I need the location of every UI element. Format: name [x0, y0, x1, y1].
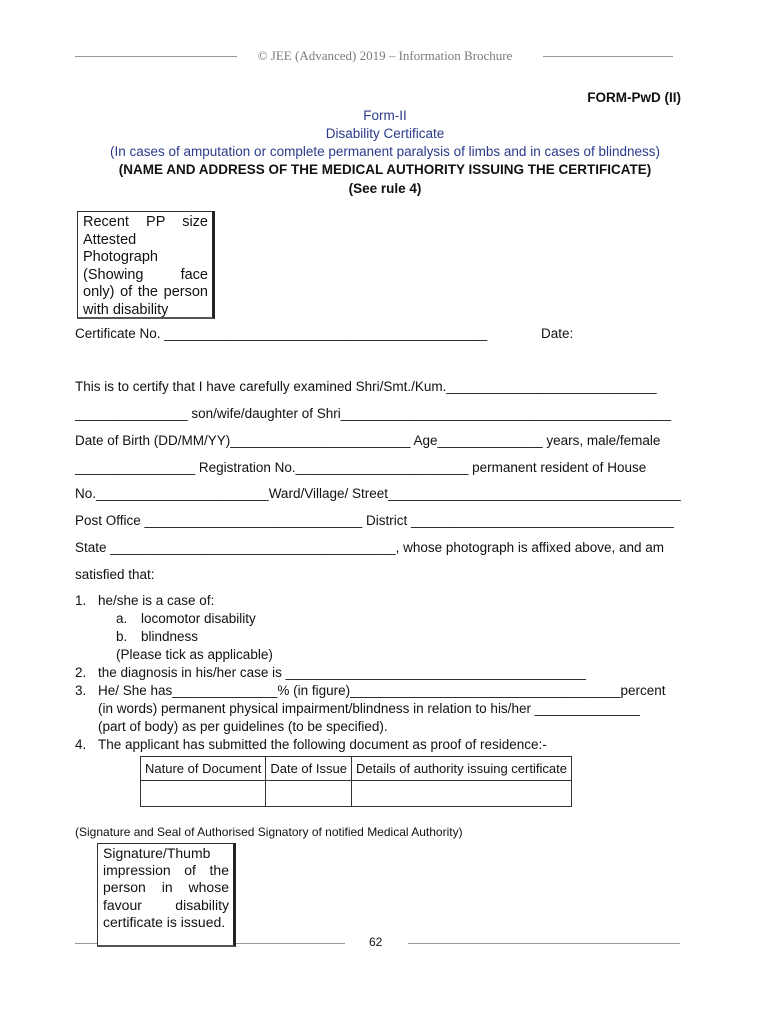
body-line: Post Office _____________________________ District ___________________________________ [75, 513, 674, 528]
body-line: Date of Birth (DD/MM/YY)________________________ Age______________ years, male/female [75, 433, 661, 448]
list-item [75, 682, 695, 736]
item-text: the diagnosis in his/her case is ________________________________________ [98, 665, 586, 680]
form-number: Form-II [363, 108, 407, 123]
item-text: he/she is a case of: [98, 593, 215, 608]
certificate-number-field: Certificate No. ___________________________________________ [75, 326, 488, 341]
footer-rule-right [408, 943, 680, 944]
photo-placeholder-box: Recent PP size Attested Photograph (Showing face only) of the person with disability [77, 211, 215, 319]
item-number: 4. [75, 737, 87, 752]
date-label: Date: [541, 326, 574, 341]
page-number: 62 [369, 935, 383, 949]
body-line: This is to certify that I have carefully examined Shri/Smt./Kum.____________________________ [75, 379, 657, 394]
table-cell[interactable] [351, 781, 571, 807]
sub-item-letter: b. [116, 629, 128, 644]
item-continuation: (in words) permanent physical impairment/blindness in relation to his/her ______________ [98, 701, 640, 716]
column-header: Date of Issue [266, 757, 352, 781]
item-text: The applicant has submitted the following document as proof of residence:- [98, 737, 547, 752]
header-rule-right [543, 56, 673, 57]
sub-list [98, 610, 695, 646]
residence-document-table [140, 756, 572, 807]
item-number: 2. [75, 665, 87, 680]
item-text: He/ She has______________% (in figure)____________________________________percent [98, 683, 666, 698]
item-number: 3. [75, 683, 87, 698]
table-cell[interactable] [141, 781, 266, 807]
body-line: ________________ Registration No._______________________ permanent resident of House [75, 460, 647, 475]
certificate-title: Disability Certificate [325, 126, 445, 141]
conditions-list [75, 592, 695, 754]
column-header: Details of authority issuing certificate [351, 757, 571, 781]
body-line: State ______________________________________, whose photograph is affixed above, and am [75, 540, 665, 555]
table-cell[interactable] [266, 781, 352, 807]
applicability-note: (In cases of amputation or complete permanent paralysis of limbs and in cases of blindness) [109, 144, 661, 159]
body-line: satisfied that: [75, 567, 155, 582]
rule-reference: (See rule 4) [348, 181, 422, 196]
sub-item-text: locomotor disability [141, 611, 256, 626]
list-item [75, 664, 695, 682]
signature-thumb-box: Signature/Thumb impression of the person in whose favour disability certificate is issued. [97, 843, 236, 947]
sub-list-item [98, 628, 695, 646]
signature-caption: (Signature and Seal of Authorised Signatory of notified Medical Authority) [75, 825, 463, 839]
brochure-header: © JEE (Advanced) 2019 – Information Brochure [257, 48, 513, 63]
sub-item-letter: a. [116, 611, 128, 626]
list-item [75, 592, 695, 664]
authority-heading: (NAME AND ADDRESS OF THE MEDICAL AUTHORITY ISSUING THE CERTIFICATE) [118, 162, 652, 177]
table-row [141, 781, 572, 807]
item-number: 1. [75, 593, 87, 608]
sub-item-text: blindness [141, 629, 199, 644]
body-line: _______________ son/wife/daughter of Shri____________________________________________ [75, 406, 672, 421]
table-header-row [141, 757, 572, 781]
form-code: FORM-PwD (II) [587, 90, 681, 105]
list-item [75, 736, 695, 754]
body-line: No._______________________Ward/Village/ Street_______________________________________ [75, 486, 681, 501]
tick-note: (Please tick as applicable) [116, 647, 273, 662]
column-header: Nature of Document [141, 757, 266, 781]
item-continuation: (part of body) as per guidelines (to be specified). [98, 719, 388, 734]
sub-list-item [98, 610, 695, 628]
